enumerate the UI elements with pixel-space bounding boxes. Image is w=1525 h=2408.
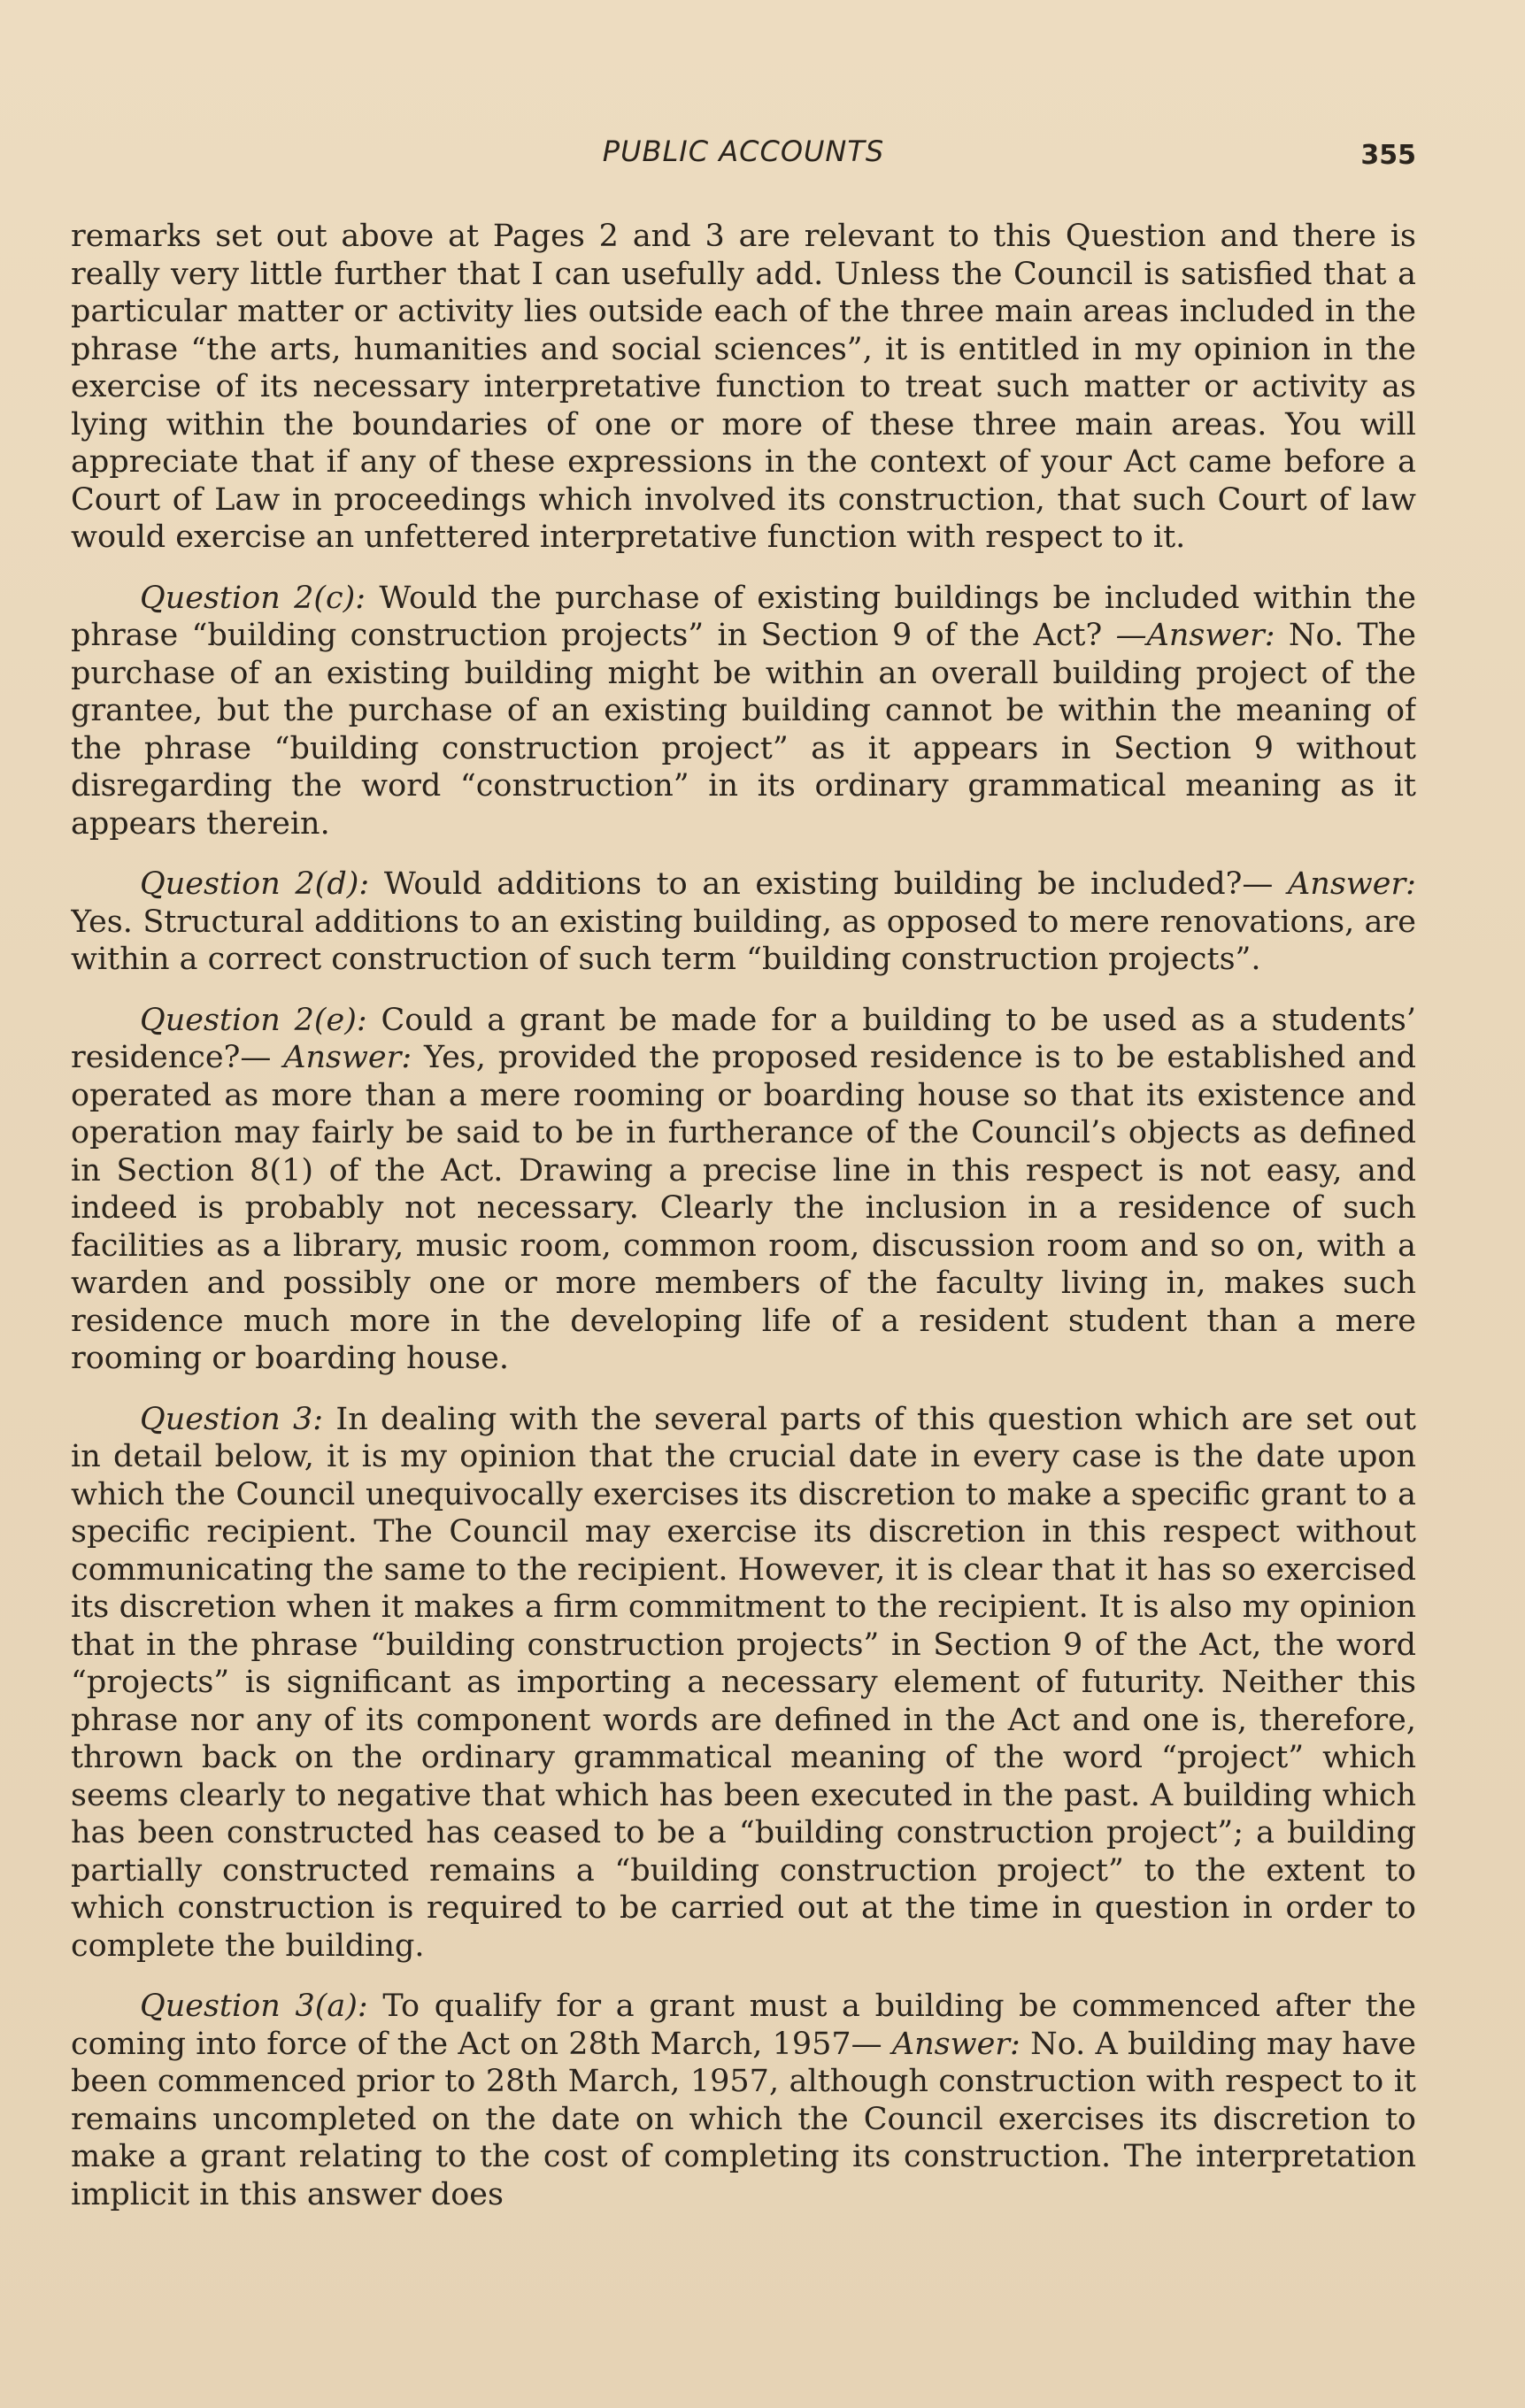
paragraph-question-2c <box>71 580 1416 843</box>
paragraph-question-3 <box>71 1401 1416 1966</box>
question-text: Could a grant be made for a building to be used as a students’ residence?— <box>71 1002 1416 1075</box>
answer-text: No. The purchase of an existing building might be within an overall building project of the grantee, but the purchase of an existing building cannot be within the meaning of the phrase “building construction project” as it appears in Section 9 without disregarding the word “construction” in its ordinary grammatical meaning as it appears therein. <box>71 618 1416 842</box>
answer-text: Yes, provided the proposed residence is to be established and operated as more than a mere rooming or boarding house so that its existence and operation may fairly be said to be in furtherance of the Council’s objects as defined in Section 8(1) of the Act. Drawing a precise line in this respect is not easy, and indeed is probably not necessary. Clearly the inclusion in a residence of such facilities as a library, music room, common room, discussion room and so on, with a warden and possibly one or more members of the faculty living in, makes such residence much more in the developing life of a resident student than a mere rooming or boarding house. <box>71 1040 1416 1376</box>
question-text: In dealing with the several parts of this question which are set out in detail below, it is my opinion that the crucial date in every case is the date upon which the Council unequivocally exercises its discretion to make a specific grant to a specific recipient. The Council may exercise its discretion in this respect without communicating the same to the recipient. However, it is clear that it has so exercised its discretion when it makes a firm commitment to the recipient. It is also my opinion that in the phrase “building construction projects” in Section 9 of the Act, the word “projects” is significant as importing a necessary element of futurity. Neither this phrase nor any of its component words are defined in the Act and one is, therefore, thrown back on the ordinary grammatical meaning of the word “project” which seems clearly to negative that which has been executed in the past. A building which has been constructed has ceased to be a “building construction project”; a building partially constructed remains a “building construction project” to the extent to which construction is required to be carried out at the time in question in order to complete the building. <box>71 1401 1416 1964</box>
question-text: Would additions to an existing building be included?— <box>383 866 1274 902</box>
answer-label: Answer: <box>891 2026 1021 2062</box>
answer-text: Yes. Structural additions to an existing building, as opposed to mere renovations, are within a correct construction of such term “building construction projects”. <box>71 904 1416 977</box>
answer-text: No. A building may have been commenced prior to 28th March, 1957, although construction with respect to it remains uncompleted on the date on which the Council exercises its discretion to make a grant relating to the cost of completing its construction. The interpretation implicit in this answer does <box>71 2026 1416 2212</box>
answer-label: —Answer: <box>1115 618 1275 653</box>
paragraph-question-3a <box>71 1988 1416 2213</box>
paragraph-question-2d <box>71 865 1416 979</box>
question-label: Question 2(d): <box>140 866 370 902</box>
question-label: Question 2(e): <box>140 1002 367 1038</box>
answer-label: Answer: <box>283 1040 412 1075</box>
page-number: 355 <box>1360 140 1416 171</box>
page-header <box>71 135 1416 179</box>
question-label: Question 3(a): <box>140 1989 368 2024</box>
body-text <box>71 218 1416 2359</box>
running-head: PUBLIC ACCOUNTS <box>602 135 885 168</box>
paragraph-question-2e <box>71 1002 1416 1378</box>
question-label: Question 2(c): <box>140 580 366 616</box>
question-text: Would the purchase of existing buildings be included within the phrase “building construction projects” in Section 9 of the Act? <box>71 580 1416 653</box>
paragraph-text: remarks set out above at Pages 2 and 3 are relevant to this Question and there is really very little further that I can usefully add. Unless the Council is satisfied that a particular matter or activity lies outside each of the three main areas included in the phrase “the arts, humanities and social sciences”, it is entitled in my opinion in the exercise of its necessary interpretative function to treat such matter or activity as lying within the boundaries of one or more of these three main areas. You will appreciate that if any of these expressions in the context of your Act came before a Court of Law in proceedings which involved its construction, that such Court of law would exercise an unfettered interpretative function with respect to it. <box>71 219 1416 555</box>
question-text: To qualify for a grant must a building be commenced after the coming into force of the Act on 28th March, 1957— <box>71 1989 1416 2062</box>
question-label: Question 3: <box>140 1401 324 1437</box>
paragraph-continuation <box>71 218 1416 557</box>
answer-label: Answer: <box>1288 866 1416 902</box>
